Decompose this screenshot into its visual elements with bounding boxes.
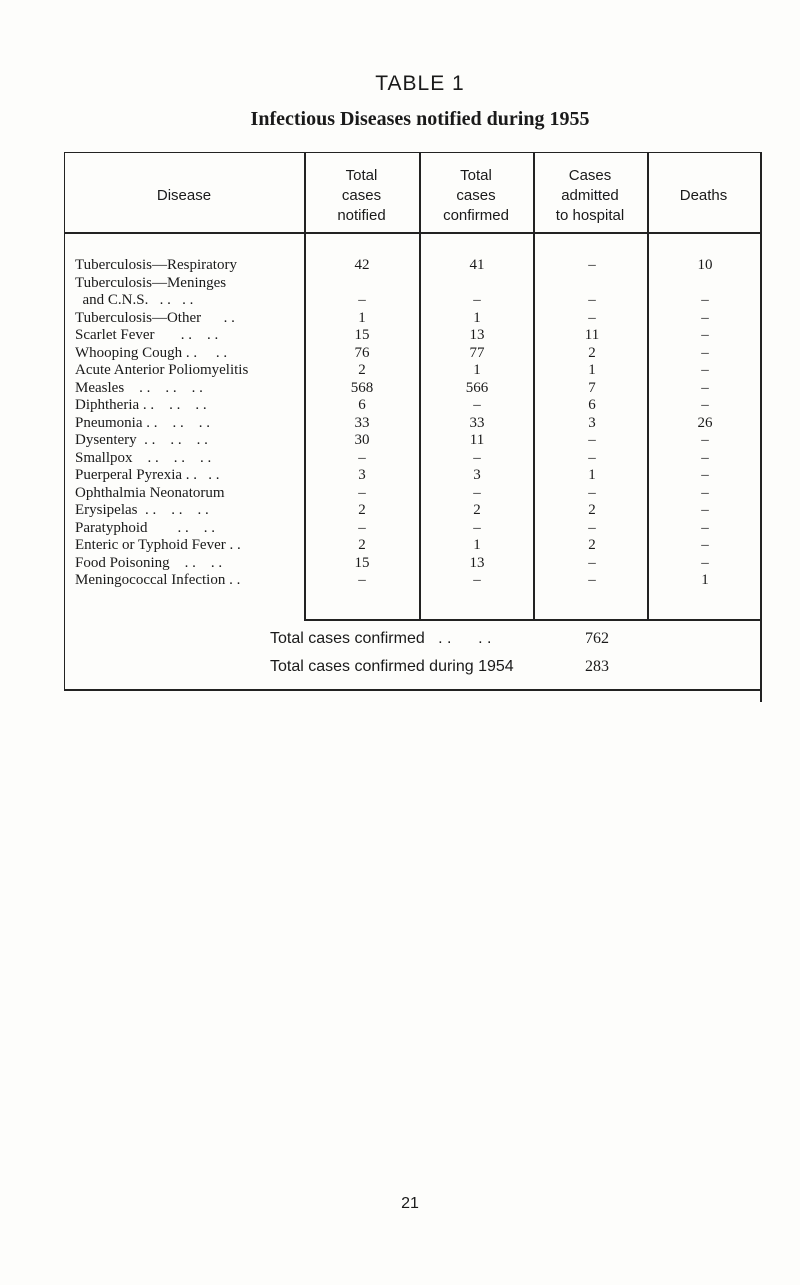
cell-notified: 3	[358, 467, 366, 483]
cell-admitted: 1	[588, 467, 596, 483]
table-row	[75, 415, 755, 433]
cell-deaths: –	[701, 327, 709, 343]
disease-name: Tuberculosis—Other . .	[75, 309, 235, 326]
cell-confirmed: –	[473, 292, 481, 308]
table-title: TABLE 1	[375, 72, 465, 95]
table-row	[75, 432, 755, 450]
cell-deaths: –	[701, 397, 709, 413]
table-row	[75, 380, 755, 398]
table-row	[75, 485, 755, 503]
disease-name: Tuberculosis—Meninges and C.N.S. . . . .	[75, 274, 227, 308]
cell-deaths: –	[701, 537, 709, 553]
table-row	[75, 467, 755, 485]
cell-deaths: –	[701, 502, 709, 518]
disease-name: Whooping Cough . . . .	[75, 344, 228, 361]
disease-name: Dysentery . . . . . .	[75, 432, 208, 448]
disease-name: Erysipelas . . . . . .	[75, 502, 209, 518]
cell-confirmed: 33	[469, 414, 485, 431]
table-row	[75, 520, 755, 538]
page-number: 21	[401, 1195, 419, 1212]
cell-notified: 42	[354, 257, 370, 273]
cell-notified: 33	[354, 414, 370, 431]
disease-name: Diphtheria . . . . . .	[75, 397, 207, 413]
cell-deaths: 10	[697, 257, 713, 273]
table-row	[75, 257, 755, 275]
header-rule	[304, 232, 760, 234]
cell-admitted: 1	[588, 362, 596, 378]
cell-notified: –	[358, 484, 366, 501]
cell-admitted: 7	[588, 379, 596, 396]
table-row	[75, 555, 755, 573]
table-row	[75, 572, 755, 590]
cell-notified: 568	[350, 379, 374, 396]
cell-deaths: –	[701, 467, 709, 483]
cell-confirmed: 566	[465, 379, 489, 396]
cell-notified: –	[358, 449, 366, 466]
cell-notified: 15	[354, 554, 370, 571]
cell-admitted: –	[588, 257, 596, 273]
cell-confirmed: 13	[469, 554, 485, 571]
cell-notified: 2	[358, 502, 366, 518]
total-1954-value: 283	[585, 658, 609, 675]
cell-confirmed: 77	[469, 344, 485, 361]
cell-deaths: –	[701, 379, 709, 396]
disease-name: Tuberculosis—Respiratory	[75, 257, 237, 273]
disease-name: Food Poisoning . . . .	[75, 554, 223, 571]
cell-confirmed: 3	[473, 467, 481, 483]
cell-notified: 2	[358, 362, 366, 378]
table-body	[75, 257, 755, 590]
cell-notified: 76	[354, 344, 370, 361]
cell-deaths: –	[701, 519, 709, 536]
cell-notified: 2	[358, 537, 366, 553]
cell-admitted: –	[588, 519, 596, 536]
cell-deaths: 1	[701, 572, 709, 588]
cell-deaths: –	[701, 292, 709, 308]
disease-name: Acute Anterior Poliomyelitis	[75, 362, 249, 378]
cell-confirmed: –	[473, 397, 481, 413]
cell-deaths: –	[701, 309, 709, 326]
table-frame-right-edge	[760, 152, 762, 702]
cell-deaths: –	[701, 554, 709, 571]
disease-name: Puerperal Pyrexia . . . .	[75, 467, 220, 483]
cell-admitted: 11	[584, 327, 600, 343]
cell-deaths: 26	[697, 414, 713, 431]
cell-admitted: –	[588, 309, 596, 326]
cell-confirmed: 2	[473, 502, 481, 518]
cell-notified: 1	[358, 309, 366, 326]
cell-confirmed: –	[473, 484, 481, 501]
cell-notified: 30	[354, 432, 370, 448]
body-bottom-rule	[304, 619, 760, 621]
cell-deaths: –	[701, 484, 709, 501]
disease-name: Meningococcal Infection . .	[75, 572, 241, 588]
disease-name: Paratyphoid . . . .	[75, 519, 215, 536]
cell-notified: –	[358, 572, 366, 588]
disease-name: Smallpox . . . . . .	[75, 449, 212, 466]
table-row	[75, 362, 755, 380]
cell-admitted: 2	[588, 537, 596, 553]
table-row	[75, 275, 755, 310]
header-total-confirmed: Total cases confirmed	[443, 167, 509, 224]
disease-name: Pneumonia . . . . . .	[75, 414, 210, 431]
header-deaths: Deaths	[679, 187, 728, 204]
cell-confirmed: 1	[473, 362, 481, 378]
cell-notified: –	[358, 292, 366, 308]
cell-confirmed: 1	[473, 309, 481, 326]
table-row	[75, 327, 755, 345]
cell-admitted: –	[588, 432, 596, 448]
cell-confirmed: 11	[469, 432, 485, 448]
table-subtitle: Infectious Diseases notified during 1955	[250, 108, 590, 130]
cell-admitted: –	[588, 484, 596, 501]
header-disease: Disease	[156, 187, 212, 204]
table-row	[75, 537, 755, 555]
cell-confirmed: 1	[473, 537, 481, 553]
cell-confirmed: 41	[469, 257, 485, 273]
header-admitted-hospital: Cases admitted to hospital	[555, 167, 625, 224]
cell-deaths: –	[701, 449, 709, 466]
cell-deaths: –	[701, 362, 709, 378]
cell-confirmed: –	[473, 572, 481, 588]
cell-deaths: –	[701, 432, 709, 448]
cell-admitted: 2	[588, 344, 596, 361]
table-frame-bottom-edge	[64, 689, 762, 691]
cell-deaths: –	[701, 344, 709, 361]
cell-admitted: 6	[588, 397, 596, 413]
disease-name: Measles . . . . . .	[75, 379, 203, 396]
table-row	[75, 450, 755, 468]
cell-admitted: –	[588, 449, 596, 466]
total-1954-label: Total cases confirmed during 1954	[270, 658, 514, 675]
cell-admitted: –	[588, 572, 596, 588]
cell-notified: 6	[358, 397, 366, 413]
disease-name: Enteric or Typhoid Fever . .	[75, 537, 241, 553]
disease-name: Scarlet Fever . . . .	[75, 327, 219, 343]
cell-admitted: –	[588, 292, 596, 308]
total-confirmed-label: Total cases confirmed . . . .	[270, 630, 492, 647]
cell-admitted: 3	[588, 414, 596, 431]
cell-confirmed: –	[473, 519, 481, 536]
cell-admitted: –	[588, 554, 596, 571]
cell-admitted: 2	[588, 502, 596, 518]
total-confirmed-value: 762	[585, 630, 609, 647]
cell-notified: –	[358, 519, 366, 536]
cell-confirmed: –	[473, 449, 481, 466]
table-row	[75, 502, 755, 520]
cell-notified: 15	[354, 327, 370, 343]
table-row	[75, 345, 755, 363]
cell-confirmed: 13	[469, 327, 485, 343]
table-row	[75, 397, 755, 415]
table-row	[75, 310, 755, 328]
header-rule	[64, 232, 304, 234]
disease-name: Ophthalmia Neonatorum	[75, 484, 225, 501]
header-total-notified: Total cases notified	[337, 167, 386, 224]
